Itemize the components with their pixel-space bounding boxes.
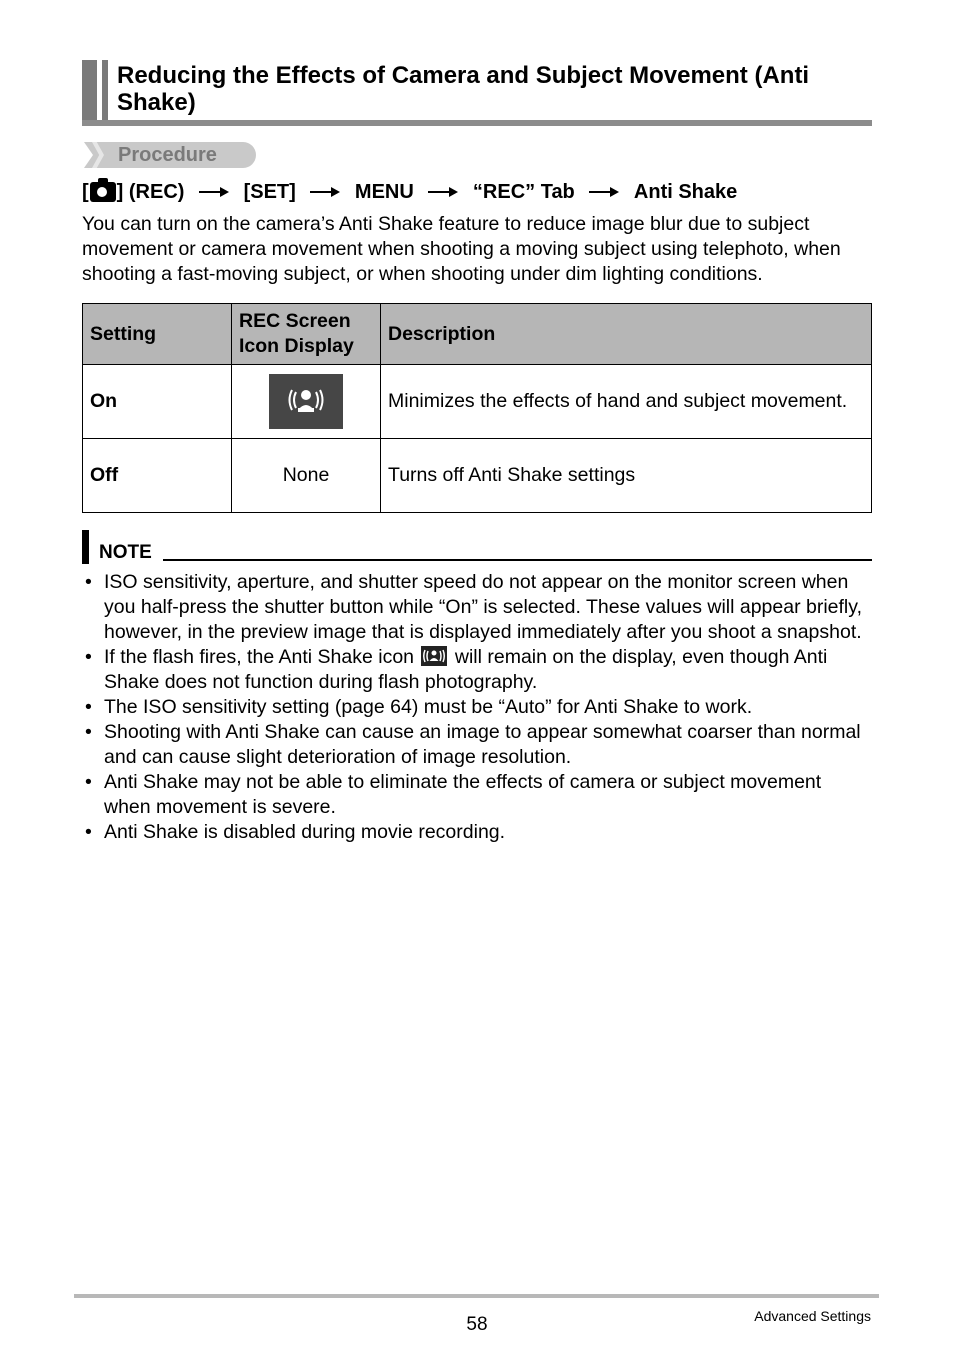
note-item-text: If the flash fires, the Anti Shake icon (104, 646, 415, 668)
list-item: • Shooting with Anti Shake can cause an image to appear somewhat coarser than normal and can cause slight deterioration of image resolution. (82, 720, 872, 770)
anti-shake-icon (269, 374, 343, 429)
icon-display-on (232, 365, 381, 439)
note-label: NOTE (99, 542, 152, 563)
arrow-right-icon (428, 186, 458, 198)
table-header-row (83, 304, 872, 365)
header-icon-display-label: REC Screen Icon Display (239, 310, 354, 357)
arrow-right-icon (310, 186, 340, 198)
menu-path-set: [SET] (243, 180, 296, 203)
title-accent-bar-thin (102, 60, 108, 120)
note-rule (163, 559, 872, 561)
title-underline (82, 120, 872, 126)
description-on: Minimizes the effects of hand and subject movement. (381, 365, 872, 439)
setting-off: Off (83, 439, 232, 513)
list-item: • Anti Shake may not be able to eliminate the effects of camera or subject movement when movement is severe. (82, 770, 872, 820)
arrow-right-icon (589, 186, 619, 198)
page-number: 58 (466, 1314, 488, 1335)
procedure-label: Procedure (118, 144, 217, 166)
menu-path-rec: ] (REC) (116, 180, 185, 203)
menu-path (82, 178, 737, 205)
table-row (83, 439, 872, 513)
list-item: • Anti Shake is disabled during movie recording. (82, 820, 872, 845)
header-icon-display (232, 304, 381, 365)
page-title: Reducing the Effects of Camera and Subject Movement (Anti Shake) (117, 62, 810, 116)
menu-path-rec-tab: “REC” Tab (472, 180, 575, 203)
menu-path-open-bracket: [ (82, 180, 89, 203)
menu-path-menu: MENU (354, 180, 414, 203)
note-list (82, 570, 872, 845)
title-accent-bar (82, 60, 97, 120)
menu-path-anti-shake: Anti Shake (633, 180, 738, 203)
list-item: • ISO sensitivity, aperture, and shutter speed do not appear on the monitor screen when you half-press the shutter button while “On” is selected. These values will appear briefly, however, in the preview image that is displayed immediately after you shoot a snapshot. (82, 570, 872, 645)
footer-rule (74, 1294, 879, 1298)
header-setting: Setting (83, 304, 232, 365)
arrow-right-icon (199, 186, 229, 198)
camera-icon (90, 182, 116, 202)
list-item: • The ISO sensitivity setting (page 64) must be “Auto” for Anti Shake to work. (82, 695, 872, 720)
section-header (82, 60, 872, 126)
procedure-badge (84, 142, 256, 168)
note-item-text: will remain on the display, even though Anti Shake does not function during flash photography. (104, 646, 828, 693)
footer-section-name: Advanced Settings (754, 1308, 871, 1324)
list-item (82, 645, 872, 695)
icon-display-off: None (232, 439, 381, 513)
anti-shake-icon (421, 646, 447, 666)
settings-table (82, 303, 872, 513)
setting-on: On (83, 365, 232, 439)
note-accent-bar (82, 530, 89, 564)
header-description: Description (381, 304, 872, 365)
intro-paragraph: You can turn on the camera’s Anti Shake feature to reduce image blur due to subject movement or camera movement when shooting a moving subject using telephoto, when shooting a fast-moving subject, or when shooting under dim lighting conditions. (82, 213, 841, 285)
description-off: Turns off Anti Shake settings (381, 439, 872, 513)
table-row (83, 365, 872, 439)
procedure-chevron (84, 142, 93, 168)
